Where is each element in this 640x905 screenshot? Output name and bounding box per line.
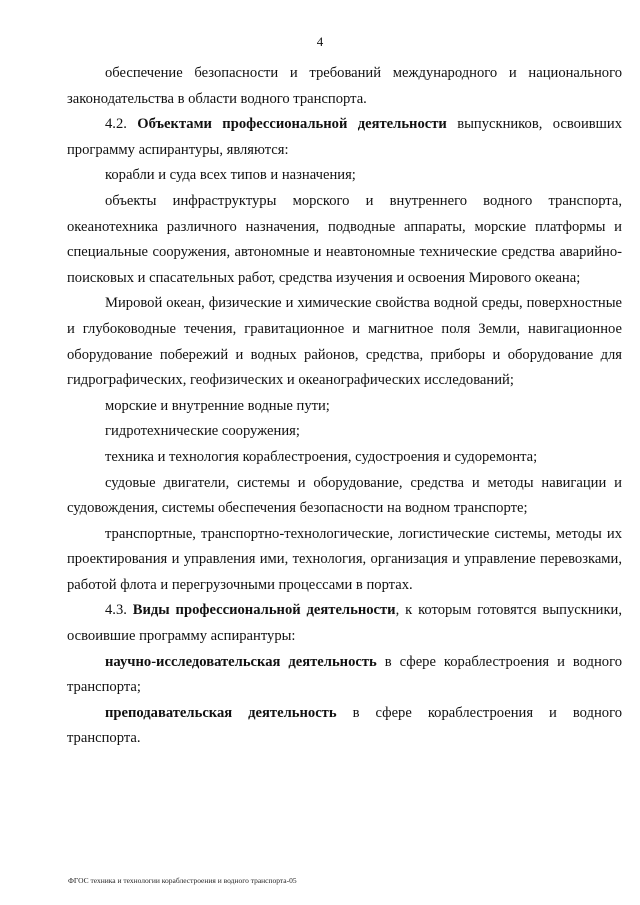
paragraph: обеспечение безопасности и требований международного и национального законодательства в области водного транспорта.	[67, 65, 622, 107]
paragraph: объекты инфраструктуры морского и внутреннего водного транспорта, океанотехника различного назначения, подводные аппараты, морские платформы и специальные сооружения, автономные и неавтономные технические средства аварийно-поисковых и спасательных работ, средства изучения и освоения Мирового океана;	[67, 192, 622, 286]
paragraph: судовые двигатели, системы и оборудование, средства и методы навигации и судовождения, системы обеспечения безопасности на водном транспорте;	[67, 474, 622, 517]
paragraph: 4.2. Объектами профессиональной деятельности выпускников, освоивших программу аспирантуры, являются:	[67, 116, 623, 158]
page-footer: ФГОС техника и технологии кораблестроения и водного транспорта-05	[68, 876, 297, 885]
paragraph: преподавательская деятельность в сфере кораблестроения и водного транспорта.	[67, 704, 622, 747]
paragraph: морские и внутренние водные пути;	[105, 397, 330, 414]
paragraph: корабли и суда всех типов и назначения;	[105, 167, 356, 184]
paragraph: транспортные, транспортно-технологические, логистические системы, методы их проектирования и управления ими, технология, организация и управление перевозками, работой флота и перегрузочными процессами в портах.	[67, 525, 622, 593]
paragraph: 4.3. Виды профессиональной деятельности, к которым готовятся выпускники, освоившие программу аспирантуры:	[67, 602, 622, 645]
document-body	[67, 61, 622, 752]
paragraph: техника и технология кораблестроения, судостроения и судоремонта;	[105, 448, 538, 465]
paragraph: Мировой океан, физические и химические свойства водной среды, поверхностные и глубоководные течения, гравитационное и магнитное поля Земли, навигационное оборудование побережий и водных районов, средства, приборы и оборудование для гидрографических, геофизических и океанографических исследований;	[67, 295, 622, 389]
page-number: 4	[316, 34, 324, 49]
paragraph: научно-исследовательская деятельность в сфере кораблестроения и водного транспорта;	[67, 653, 622, 696]
paragraph: гидротехнические сооружения;	[105, 423, 300, 440]
